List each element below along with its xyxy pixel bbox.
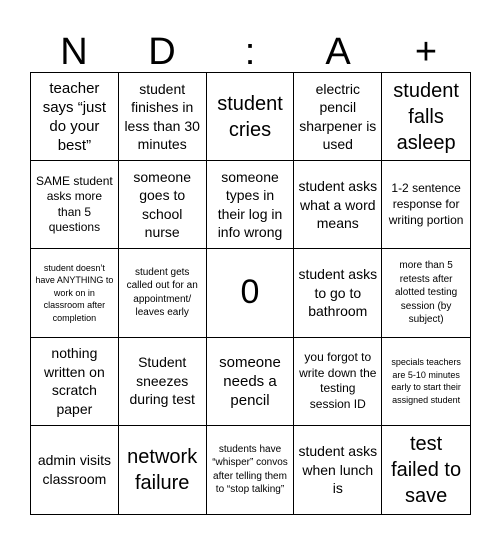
bingo-cell-r4c1[interactable]: nothing written on scratch paper [31,338,119,426]
bingo-cell-r5c2[interactable]: network failure [119,426,207,514]
header-letter-5: + [414,31,438,73]
bingo-cell-r2c2[interactable]: someone goes to school nurse [119,161,207,249]
bingo-cell-r4c4[interactable]: you forgot to write down the testing session ID [294,338,382,426]
bingo-cell-r2c1[interactable]: SAME student asks more than 5 questions [31,161,119,249]
bingo-cell-r4c2[interactable]: Student sneezes during test [119,338,207,426]
bingo-cell-r1c4[interactable]: electric pencil sharpener is used [294,73,382,161]
header-letter-1: N [60,31,88,73]
bingo-cell-r2c5[interactable]: 1-2 sentence response for writing portion [382,161,470,249]
bingo-cell-r4c5[interactable]: specials teachers are 5-10 minutes early to start their assigned student [382,338,470,426]
bingo-cell-r5c1[interactable]: admin visits classroom [31,426,119,514]
header-letter-3: : [244,31,256,73]
bingo-cell-r5c3[interactable]: students have “whisper” convos after telling them to “stop talking” [207,426,295,514]
bingo-cell-r1c2[interactable]: student finishes in less than 30 minutes [119,73,207,161]
bingo-cell-r1c1[interactable]: teacher says “just do your best” [31,73,119,161]
bingo-cell-r5c5[interactable]: test failed to save [391,432,462,507]
bingo-cell-r2c4[interactable]: student asks what a word means [294,161,382,249]
bingo-cell-free-center[interactable]: 0 [207,249,295,337]
bingo-cell-r3c4[interactable]: student asks to go to bathroom [294,249,382,337]
header-letter-4: A [325,31,351,73]
header-letter-2: D [148,31,176,73]
bingo-cell-r3c2[interactable]: student gets called out for an appointment/ leaves early [119,249,207,337]
bingo-cell-r4c3[interactable]: someone needs a pencil [207,338,295,426]
bingo-cell-r1c5[interactable]: student falls asleep [382,73,470,161]
bingo-cell-r3c5[interactable]: more than 5 retests after alotted testing session (by subject) [382,249,470,337]
bingo-cell-r5c4[interactable]: student asks when lunch is [294,426,382,514]
bingo-board [30,72,471,515]
bingo-cell-r2c3[interactable]: someone types in their log in info wrong [207,161,295,249]
bingo-cell-r3c1[interactable]: student doesn’t have ANYTHING to work on in classroom after completion [31,249,119,337]
bingo-cell-r1c3[interactable]: student cries [207,73,295,161]
